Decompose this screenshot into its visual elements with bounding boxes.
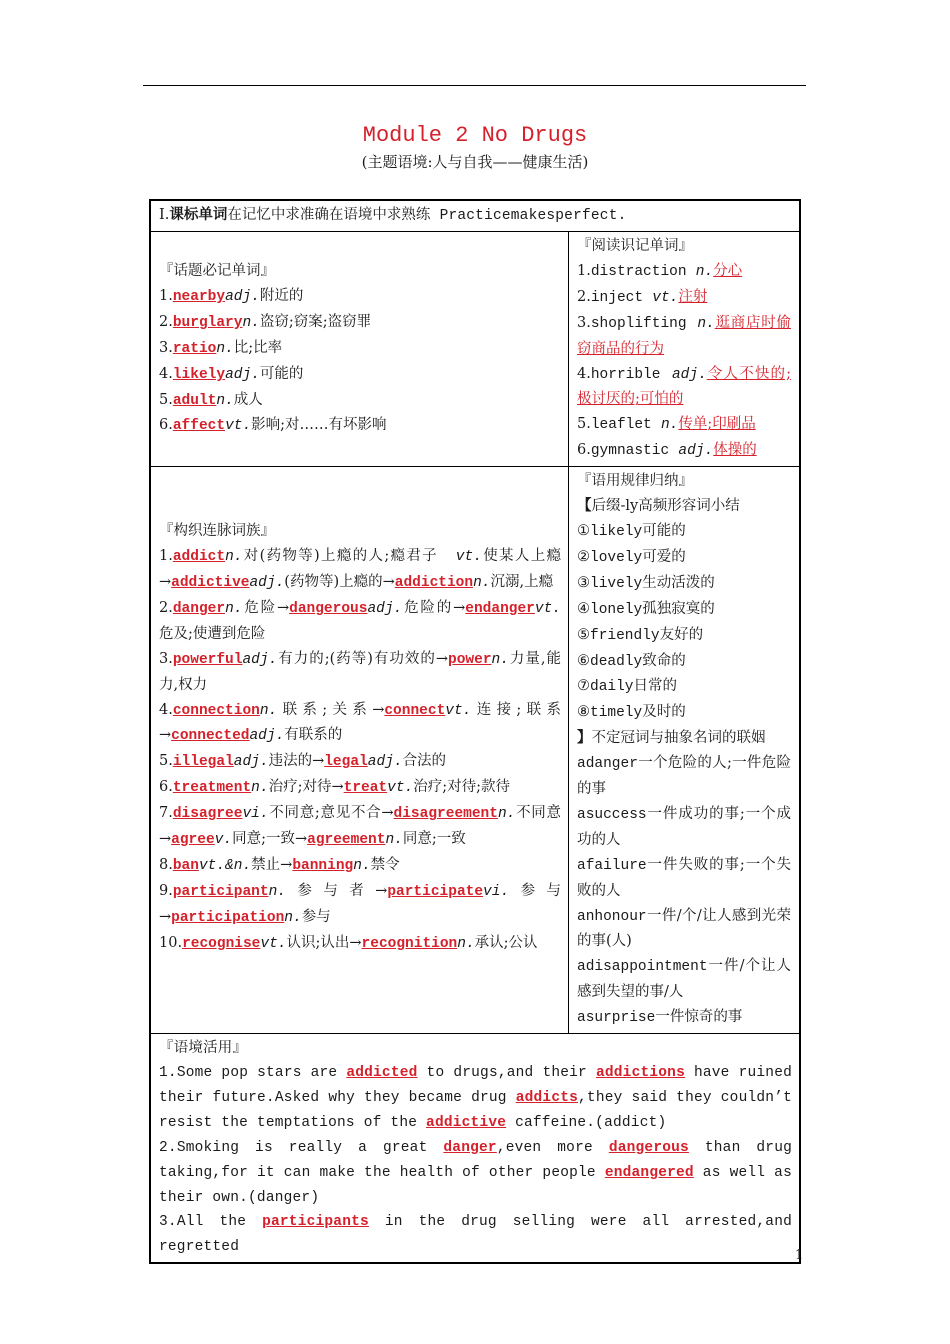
item-number: 6. [159, 417, 173, 434]
text-segment: 1. [159, 1065, 177, 1081]
text-segment: connect [384, 702, 446, 719]
meaning: 影响;对……有坏影响 [251, 417, 387, 434]
word: deadly [590, 653, 643, 670]
meaning: 可能的 [642, 522, 686, 539]
item-number: 3. [159, 339, 173, 356]
text-segment: 力量,能力,权力 [159, 650, 562, 693]
answer-word: ratio [172, 340, 217, 357]
text-segment: adj. [249, 728, 285, 745]
word: lively [590, 575, 643, 592]
header-rule [143, 85, 806, 86]
text-segment: n. [251, 780, 269, 797]
word: shoplifting [590, 315, 687, 332]
reading-word-item [577, 362, 791, 413]
item-marker: ⑤ [577, 626, 590, 643]
text-segment: 5. [159, 753, 173, 770]
article-noun-item [577, 904, 791, 955]
text-segment: participant [172, 883, 269, 900]
phrase: asuccess [577, 806, 647, 823]
topic-words-heading: 『话题必记单词』 [159, 263, 275, 279]
text-segment: dangerous [608, 1139, 689, 1156]
text-segment: 3. [159, 650, 173, 667]
phrase: adanger [577, 756, 638, 773]
item-number: 3. [577, 314, 591, 331]
word: lovely [590, 549, 643, 566]
text-segment: addicted [346, 1065, 418, 1081]
meaning: 成人 [233, 391, 263, 408]
word: likely [590, 523, 643, 540]
reading-words-heading: 『阅读识记单词』 [577, 238, 693, 254]
text-segment: 危险→ [242, 599, 290, 616]
topic-word-item [159, 310, 561, 336]
meaning: 一个危险的人;一件危险的事 [577, 755, 791, 798]
text-segment: adj. [367, 600, 403, 617]
text-segment: vt. [387, 780, 414, 797]
topic-word-item [159, 413, 561, 439]
topic-word-item [159, 362, 561, 388]
text-segment: treat [343, 780, 388, 797]
family-item [159, 801, 561, 853]
text-segment: vt. [260, 935, 287, 952]
text-segment: Some pop stars are [176, 1065, 347, 1081]
text-segment: endanger [465, 600, 535, 617]
text-segment: than drug taking,for it can make the health of other people [159, 1139, 793, 1181]
item-number: 2. [159, 313, 173, 330]
text-segment: 参与 [301, 908, 331, 925]
text-segment: 10. [159, 934, 183, 951]
text-segment: disagree [172, 806, 243, 823]
phrase: afailure [577, 857, 647, 874]
meaning: 一件失败的事;一个失败的人 [577, 856, 791, 899]
text-segment: 对(药物等)上瘾的人;瘾君子 [242, 548, 438, 565]
text-segment: to drugs,and their [417, 1065, 596, 1081]
text-segment: addictive [426, 1114, 507, 1131]
text-segment: 2. [159, 599, 173, 616]
text-segment: dangerous [289, 600, 368, 617]
answer-word: burglary [172, 314, 243, 331]
text-segment: adj. [242, 651, 278, 668]
item-number: 4. [159, 365, 173, 382]
page-subtitle: (主题语境:人与自我——健康生活) [361, 153, 589, 171]
text-segment: agreement [307, 832, 386, 849]
text-segment: n. [473, 574, 491, 591]
word: leaflet [590, 417, 652, 434]
text-segment: as well as their own.(danger) [159, 1164, 792, 1206]
text-segment: 认识;认出→ [286, 934, 362, 951]
item-marker: ⑧ [577, 704, 590, 721]
text-segment: 参与→ [159, 882, 562, 925]
bracket-left-icon: 【 [577, 497, 592, 515]
topic-words-cell [151, 232, 569, 466]
part-of-speech: adj. [678, 443, 714, 460]
bracket-right-icon: 】 [577, 729, 592, 747]
text-segment: n. [259, 702, 278, 719]
item-number: 2. [577, 288, 591, 305]
word: inject [590, 289, 644, 306]
phrase: anhonour [577, 908, 647, 925]
text-segment: legal [324, 754, 368, 771]
text-segment: Smoking is really a great [176, 1139, 444, 1156]
item-number: 4. [577, 365, 591, 382]
text-segment: 连接;联系→ [159, 701, 561, 744]
meaning: 友好的 [659, 626, 704, 643]
text-segment: powerful [172, 651, 243, 668]
usage-rules-heading: 『语用规律归纳』 [577, 473, 693, 490]
answer-word: nearby [172, 288, 226, 305]
phrase: asurprise [577, 1010, 656, 1027]
family-item [159, 749, 561, 775]
text-segment: addictions [595, 1065, 685, 1081]
answer-word: likely [172, 366, 226, 383]
text-segment: 4. [159, 701, 173, 718]
text-segment: 危及;使遭到危险 [159, 625, 266, 642]
text-segment: have ruined their future.Asked why they became drug [159, 1065, 792, 1106]
text-segment: illegal [172, 754, 234, 771]
text-segment: 后缀-ly高频形容词小结 [591, 498, 740, 515]
text-segment: vt. [455, 549, 482, 566]
text-segment: recognise [182, 935, 261, 952]
topic-word-item [159, 388, 561, 414]
text-segment: 有力的;(药等)有功效的→ [277, 650, 449, 667]
text-segment: 禁止→ [251, 856, 293, 873]
part-of-speech: adj. [671, 366, 707, 383]
context-cell [151, 1034, 799, 1262]
word: daily [590, 679, 634, 696]
text-segment: 9. [159, 882, 173, 899]
answer-word: adult [172, 392, 217, 409]
meaning: 一件/个/让人感到光荣的事(人) [577, 907, 791, 950]
text-segment: banning [292, 857, 354, 874]
text-segment: danger [172, 600, 226, 617]
text-segment: disagreement [393, 806, 498, 823]
word: timely [590, 705, 643, 722]
text-segment: n. [457, 935, 475, 952]
text-segment: 承认;公认 [474, 934, 538, 951]
context-sentence [159, 1061, 792, 1136]
ly-adjective-item [577, 649, 791, 675]
text-segment: 治疗;对待→ [268, 779, 344, 796]
text-segment: v. [214, 832, 233, 849]
text-segment: n. [497, 806, 516, 823]
text-segment: All the [176, 1214, 263, 1231]
text-segment: 禁令 [370, 856, 400, 873]
reading-words-list [577, 259, 791, 464]
text-segment: vi. [483, 883, 510, 900]
word: gymnastic [590, 443, 670, 460]
part-of-speech: n. [216, 340, 234, 357]
item-number: 5. [159, 391, 173, 408]
meaning: 一件/个让人感到失望的事/人 [577, 958, 791, 1001]
ly-adjective-item [577, 519, 791, 545]
section-heading [151, 201, 799, 231]
text-segment: n. [284, 909, 302, 926]
context-sentence [159, 1136, 792, 1211]
part-of-speech: n. [216, 392, 234, 409]
text-segment: participants [262, 1214, 369, 1231]
text-segment: addiction [394, 574, 474, 591]
meaning: 可爱的 [642, 548, 686, 565]
ly-adjective-item [577, 674, 791, 700]
answer-meaning: 传单;印刷品 [678, 416, 756, 433]
text-segment: n. [225, 549, 243, 566]
item-marker: ② [577, 548, 590, 565]
family-item [159, 879, 561, 931]
section-desc: 在记忆中求准确在语境中求熟练 [227, 207, 431, 223]
text-segment: 沉溺,上瘾 [490, 573, 554, 590]
text-segment: adj. [367, 754, 403, 771]
article-noun-item [577, 751, 791, 802]
item-number: 5. [577, 416, 591, 433]
reading-word-item [577, 412, 791, 438]
text-segment: n. [385, 832, 403, 849]
reading-word-item [577, 285, 791, 311]
text-segment: addict [172, 549, 226, 566]
word: friendly [590, 627, 660, 644]
section-label: 课标单词 [169, 206, 228, 223]
reading-word-item [577, 311, 791, 362]
text-segment: treatment [172, 780, 252, 797]
item-marker: ⑥ [577, 652, 590, 669]
word: horrible [590, 366, 661, 383]
text-segment: 7. [159, 805, 173, 822]
text-segment: participation [171, 909, 285, 926]
context-row [151, 1033, 799, 1262]
text-segment: 不定冠词与抽象名词的联姻 [591, 730, 766, 747]
text-segment: recognition [361, 935, 458, 952]
reading-words-cell [569, 232, 798, 466]
meaning: 及时的 [642, 704, 686, 721]
article-noun-list [577, 751, 791, 1031]
usage-rules-cell [569, 467, 798, 1033]
part-of-speech: n. [697, 315, 715, 332]
section-heading-row [151, 201, 799, 231]
meaning: 比;比率 [233, 339, 283, 356]
text-segment: vt. [534, 600, 561, 617]
article-noun-item [577, 853, 791, 904]
ly-adjective-item [577, 545, 791, 571]
text-segment: endangered [604, 1164, 694, 1181]
text-segment: n. [353, 857, 371, 874]
article-noun-item [577, 1005, 791, 1031]
vocabulary-table [149, 199, 804, 1264]
family-usage-row [151, 466, 799, 1033]
text-segment: 联系;关系→ [277, 701, 385, 718]
topic-word-item [159, 284, 561, 310]
answer-meaning: 逛商店时偷窃商品的行为 [577, 314, 792, 357]
text-segment: danger [443, 1139, 497, 1156]
phrase: adisappointment [577, 959, 708, 976]
text-segment: addictive [171, 574, 250, 591]
family-item [159, 775, 561, 801]
meaning: 孤独寂寞的 [642, 600, 715, 617]
text-segment: 3. [159, 1214, 177, 1231]
page-number: 1 [795, 1248, 804, 1263]
text-segment: 违法的→ [268, 753, 325, 770]
meaning: 附近的 [259, 287, 304, 304]
text-segment: 合法的 [402, 753, 447, 770]
meaning: 致命的 [642, 652, 686, 669]
reading-word-item [577, 438, 791, 464]
family-item [159, 853, 561, 879]
answer-meaning: 体操的 [713, 442, 757, 459]
text-segment: caffeine.(addict) [506, 1114, 667, 1131]
meaning: 一件惊奇的事 [655, 1009, 743, 1026]
part-of-speech: n. [695, 263, 714, 280]
ly-adjective-item [577, 623, 791, 649]
text-segment: 同意;一致 [402, 831, 466, 848]
ly-adjective-list [577, 519, 791, 726]
family-item [159, 544, 561, 596]
ly-suffix-subheading [577, 494, 791, 519]
word-family-cell [151, 467, 569, 1033]
item-number: 1. [577, 262, 591, 279]
part-of-speech: n. [242, 314, 260, 331]
item-marker: ⑦ [577, 678, 590, 695]
text-segment: adj. [233, 754, 269, 771]
reading-word-item [577, 259, 791, 285]
page-title: Module 2 No Drugs [362, 123, 588, 148]
text-segment: power [448, 651, 492, 668]
family-item [159, 698, 561, 750]
part-of-speech: adj. [225, 366, 260, 383]
meaning: 盗窃;窃案;盗窃罪 [259, 313, 372, 330]
ly-adjective-item [577, 700, 791, 726]
part-of-speech: adj. [225, 288, 260, 305]
ly-adjective-item [577, 571, 791, 597]
text-segment: 8. [159, 856, 173, 873]
text-segment: 危险的→ [402, 599, 466, 616]
topic-reading-row [151, 231, 799, 466]
meaning: 可能的 [259, 365, 304, 382]
article-noun-item [577, 954, 791, 1005]
text-segment: 1. [159, 548, 173, 565]
part-of-speech: vt. [652, 289, 679, 306]
item-number: 6. [577, 442, 591, 459]
text-segment: ,they said they couldn’t resist the temptations of the [159, 1089, 792, 1131]
item-marker: ④ [577, 600, 590, 617]
part-of-speech: vt. [225, 418, 252, 435]
text-segment: in the drug selling were all arrested,and regretted [159, 1214, 792, 1256]
text-segment: 不同意→ [159, 805, 561, 848]
text-segment: 使某人上瘾→ [159, 548, 562, 590]
topic-word-item [159, 336, 561, 362]
meaning: 一件成功的事;一个成功的人 [577, 805, 791, 848]
text-segment: 治疗;对待;款待 [413, 779, 511, 796]
meaning: 日常的 [633, 678, 678, 695]
family-item [159, 647, 561, 698]
text-segment: n. [268, 883, 286, 900]
topic-words-list [159, 284, 561, 439]
article-subheading [577, 726, 791, 751]
text-segment: vt.&n. [198, 857, 252, 874]
text-segment: 有联系的 [284, 727, 343, 744]
item-number: 1. [159, 287, 173, 304]
word: lonely [590, 601, 643, 618]
text-segment: vi. [242, 806, 269, 823]
text-segment: adj. [249, 574, 285, 591]
text-segment: connection [172, 702, 260, 719]
context-heading: 『语境活用』 [159, 1040, 248, 1057]
part-of-speech: n. [660, 417, 679, 434]
text-segment: connected [171, 728, 250, 745]
ly-adjective-item [577, 597, 791, 623]
text-segment: ,even more [496, 1139, 609, 1156]
text-segment: agree [171, 832, 215, 849]
section-motto: Practicemakesperfect. [439, 208, 627, 224]
text-segment: (药物等)上瘾的→ [284, 573, 395, 590]
text-segment: vt. [445, 702, 472, 719]
text-segment: 参与者→ [285, 882, 388, 899]
text-segment: 6. [159, 779, 173, 796]
text-segment: 2. [159, 1139, 177, 1156]
answer-word: affect [172, 418, 226, 435]
family-item [159, 931, 561, 957]
text-segment: 不同意;意见不合→ [268, 805, 394, 822]
word-family-heading: 『构织连脉词族』 [159, 523, 275, 540]
family-item [159, 596, 561, 647]
text-segment: addicts [515, 1089, 579, 1106]
answer-meaning: 令人不快的;极讨厌的;可怕的 [577, 365, 791, 408]
word: distraction [590, 263, 687, 280]
text-segment: n. [225, 600, 243, 617]
text-segment: ban [172, 857, 199, 874]
answer-meaning: 分心 [713, 262, 743, 279]
item-marker: ① [577, 522, 590, 539]
text-segment: n. [491, 651, 509, 668]
text-segment: 同意;一致→ [232, 831, 308, 848]
article-noun-item [577, 802, 791, 853]
answer-meaning: 注射 [678, 288, 708, 305]
text-segment: Ⅰ. [159, 207, 170, 223]
item-marker: ③ [577, 574, 590, 591]
meaning: 生动活泼的 [642, 574, 715, 591]
text-segment: participate [387, 883, 484, 900]
context-sentence [159, 1210, 792, 1260]
